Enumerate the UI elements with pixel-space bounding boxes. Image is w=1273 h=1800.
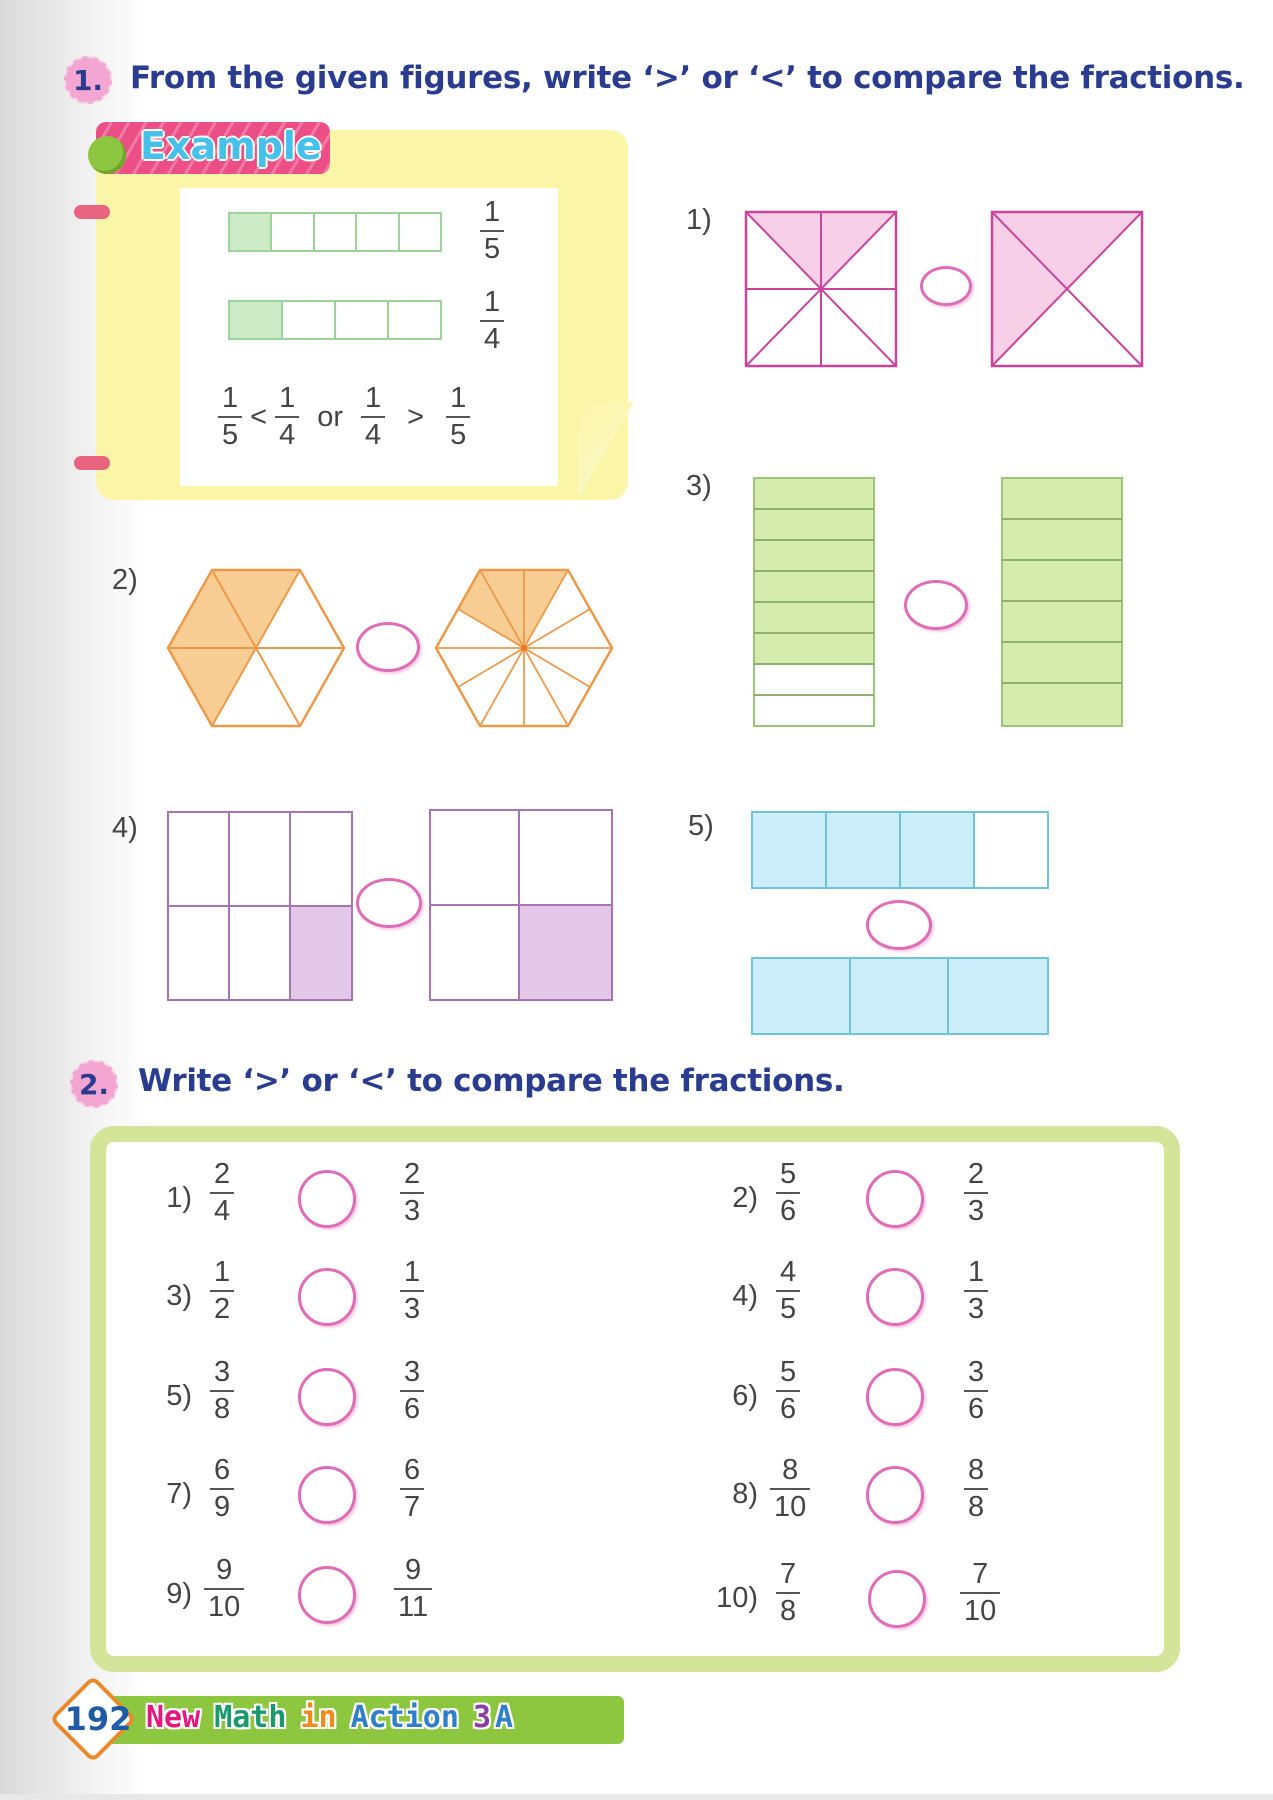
item-label: 10) xyxy=(716,1582,758,1614)
answer-circle[interactable] xyxy=(866,1170,924,1228)
horizontal-bar-quarters-figure xyxy=(750,810,1050,890)
answer-circle[interactable] xyxy=(298,1170,356,1228)
operator: < xyxy=(250,400,268,433)
item-label: 4) xyxy=(732,1280,758,1312)
answer-circle[interactable] xyxy=(866,1368,924,1426)
fraction-left: $\frac{1}{2}$ xyxy=(210,1258,234,1324)
answer-circle[interactable] xyxy=(298,1368,356,1426)
page-bottom-edge xyxy=(0,1794,1273,1800)
answer-oval[interactable] xyxy=(356,878,422,928)
example-bar-fifths xyxy=(228,212,442,252)
item-label: 1) xyxy=(166,1182,192,1214)
rectangle-quarters-figure xyxy=(428,808,614,1002)
book-title xyxy=(146,1700,527,1735)
item-label: 5) xyxy=(688,810,714,842)
example-fraction: $\frac{1}{5}$ xyxy=(480,198,504,264)
book-title-word: Action xyxy=(350,1700,459,1735)
fraction-right: $\frac{3}{6}$ xyxy=(964,1358,988,1424)
square-eighths-figure xyxy=(744,210,898,368)
fraction-right: $\frac{9}{11}$ xyxy=(394,1556,432,1622)
fraction-right: $\frac{6}{7}$ xyxy=(400,1456,424,1522)
item-label: 5) xyxy=(166,1380,192,1412)
question-2-badge: 2. xyxy=(70,1060,118,1108)
horizontal-bar-thirds-figure xyxy=(750,956,1050,1036)
binder-tab-icon xyxy=(74,205,110,219)
example-comparison xyxy=(218,384,470,450)
question-2-panel xyxy=(90,1126,1180,1672)
book-title-word: 3 xyxy=(472,1700,491,1735)
question-1-title: From the given figures, write ‘>’ or ‘<’ to compare the fractions. xyxy=(130,60,1245,96)
item-label: 7) xyxy=(166,1478,192,1510)
book-title-word: Math xyxy=(214,1700,287,1735)
hexagon-twelfths-figure xyxy=(434,566,614,730)
item-label: 9) xyxy=(166,1578,192,1610)
answer-circle[interactable] xyxy=(298,1466,356,1524)
fraction-left: $\frac{4}{5}$ xyxy=(776,1258,800,1324)
answer-oval[interactable] xyxy=(866,900,932,950)
fraction: $\frac{1}{4}$ xyxy=(361,384,385,450)
page-number: 192 xyxy=(64,1700,132,1738)
square-quarters-figure xyxy=(990,210,1144,368)
answer-circle[interactable] xyxy=(298,1268,356,1326)
answer-circle[interactable] xyxy=(866,1466,924,1524)
fraction-left: $\frac{6}{9}$ xyxy=(210,1456,234,1522)
answer-oval[interactable] xyxy=(920,266,972,306)
fraction-left: $\frac{5}{6}$ xyxy=(776,1160,800,1226)
fraction: $\frac{1}{5}$ xyxy=(446,384,470,450)
vertical-bar-sixths-figure xyxy=(1000,476,1124,728)
answer-oval[interactable] xyxy=(356,622,420,672)
item-label: 3) xyxy=(686,470,712,502)
example-label: Example xyxy=(140,124,322,168)
item-label: 8) xyxy=(732,1478,758,1510)
fraction-right: $\frac{7}{10}$ xyxy=(960,1560,1000,1626)
book-title-word: New xyxy=(146,1700,201,1735)
fraction-left: $\frac{9}{10}$ xyxy=(204,1556,244,1622)
green-dot-icon xyxy=(88,136,126,174)
fraction-left: $\frac{2}{4}$ xyxy=(210,1160,234,1226)
item-label: 3) xyxy=(166,1280,192,1312)
fraction-left: $\frac{3}{8}$ xyxy=(210,1358,234,1424)
fraction: $\frac{1}{5}$ xyxy=(218,384,242,450)
fraction-right: $\frac{1}{3}$ xyxy=(400,1258,424,1324)
fraction-right: $\frac{2}{3}$ xyxy=(964,1160,988,1226)
rectangle-sixths-figure xyxy=(166,810,354,1002)
fraction-right: $\frac{8}{8}$ xyxy=(964,1456,988,1522)
answer-circle[interactable] xyxy=(866,1268,924,1326)
book-title-word: in xyxy=(300,1700,337,1735)
question-2-title: Write ‘>’ or ‘<’ to compare the fractions. xyxy=(138,1063,845,1099)
item-label: 6) xyxy=(732,1380,758,1412)
fraction-left: $\frac{5}{6}$ xyxy=(776,1358,800,1424)
answer-oval[interactable] xyxy=(904,580,968,630)
fraction-right: $\frac{2}{3}$ xyxy=(400,1160,424,1226)
example-fraction: $\frac{1}{4}$ xyxy=(480,288,504,354)
item-label: 2) xyxy=(112,564,138,596)
binder-tab-icon xyxy=(74,456,110,470)
item-label: 2) xyxy=(732,1182,758,1214)
answer-circle[interactable] xyxy=(868,1570,926,1628)
fraction: $\frac{1}{4}$ xyxy=(275,384,299,450)
hexagon-sixths-figure xyxy=(166,566,346,730)
fraction-right: $\frac{1}{3}$ xyxy=(964,1258,988,1324)
item-label: 4) xyxy=(112,812,138,844)
fraction-left: $\frac{8}{10}$ xyxy=(770,1456,810,1522)
operator: > xyxy=(407,400,425,433)
question-1-badge: 1. xyxy=(64,56,112,104)
vertical-bar-eighths-figure xyxy=(752,476,876,728)
joiner-text: or xyxy=(317,400,344,433)
item-label: 1) xyxy=(686,204,712,236)
fraction-right: $\frac{3}{6}$ xyxy=(400,1358,424,1424)
example-bar-quarters xyxy=(228,300,442,340)
fraction-left: $\frac{7}{8}$ xyxy=(776,1560,800,1626)
book-title-word: A xyxy=(495,1700,514,1735)
answer-circle[interactable] xyxy=(298,1566,356,1624)
